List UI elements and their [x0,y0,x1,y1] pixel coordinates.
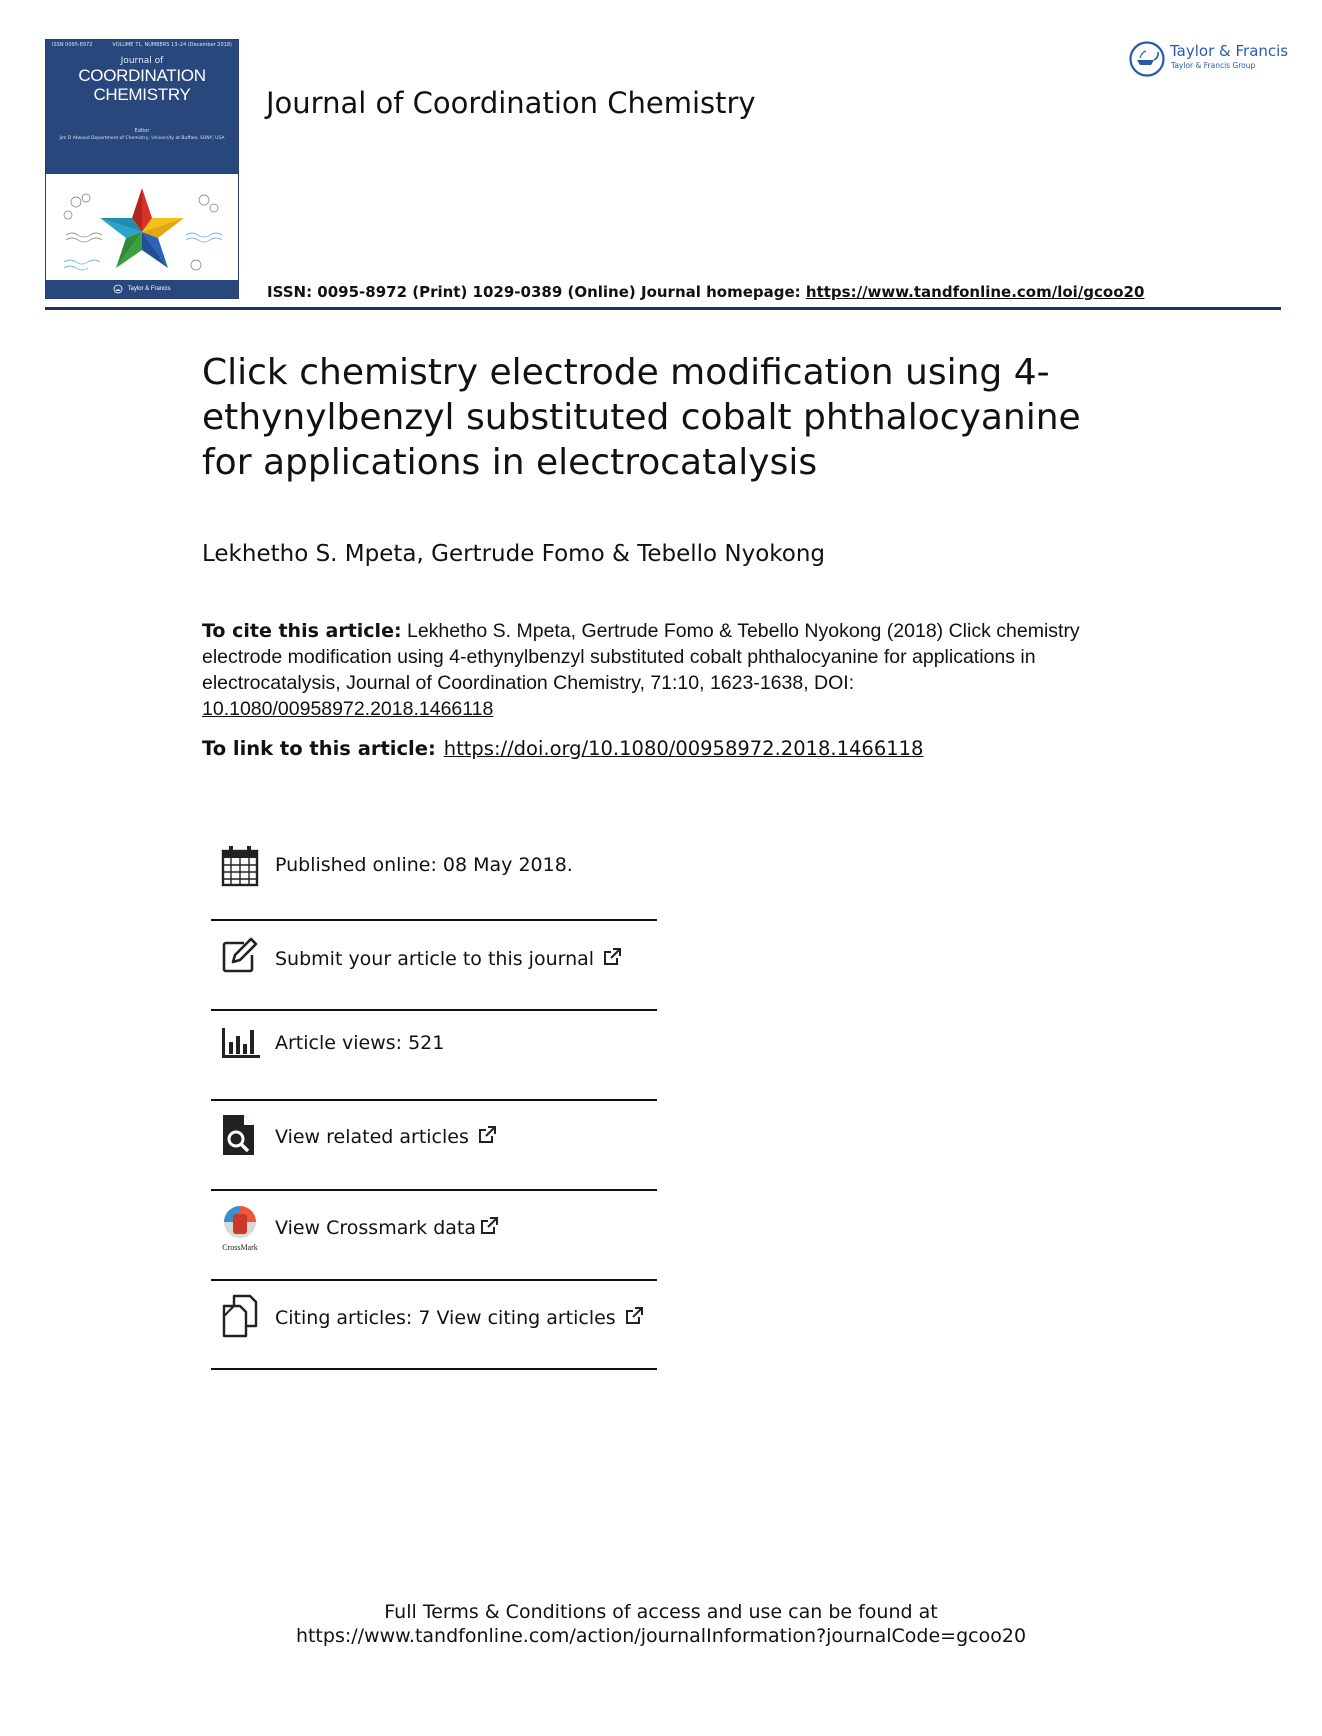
citation-doi-link[interactable]: 10.1080/00958972.2018.1466118 [202,698,494,720]
issn-line [267,283,1144,301]
cover-publisher: Taylor & Francis [127,286,171,292]
article-title-line1: Click chemistry electrode modification using 4- [202,352,1050,393]
article-views-label: Article views: 521 [275,1032,445,1054]
cover-issn: ISSN 0095-8972 [52,42,93,48]
cover-publisher-strip [46,280,238,298]
article-doi-url[interactable]: https://doi.org/10.1080/00958972.2018.1466118 [443,737,924,760]
cover-molecule-left [64,194,102,270]
article-title-line2: ethynylbenzyl substituted cobalt phthalocyanine [202,397,1081,438]
external-link-icon [479,1216,499,1236]
meta-divider [211,919,657,921]
terms-footer [0,1600,1322,1648]
cover-volume: VOLUME 71, NUMBERS 13–24 (December 2018) [112,42,232,48]
cover-editor-label: Editor [134,128,150,134]
external-link-icon [602,947,622,967]
cover-molecule-right [186,195,222,270]
cover-editor-strip [46,124,238,174]
article-title [202,350,1132,485]
publisher-name: Taylor & Francis [1170,42,1289,60]
related-articles-text: View related articles [275,1126,469,1148]
crossmark-row[interactable] [211,1204,657,1264]
published-online-row [211,845,657,905]
crossmark-label[interactable] [275,1216,499,1239]
publisher-group: Taylor & Francis Group [1171,61,1256,70]
published-online-label: Published online: 08 May 2018. [275,854,573,876]
meta-divider [211,1279,657,1281]
cover-tf-icon [113,284,123,294]
meta-divider [211,1368,657,1370]
crossmark-text: View Crossmark data [275,1217,477,1239]
meta-divider [211,1009,657,1011]
submit-article-label[interactable] [275,947,622,970]
journal-title: Journal of Coordination Chemistry [266,86,756,120]
cover-editor-name: Jim D Atwood Department of Chemistry, University at Buffalo, SUNY, USA [59,136,225,141]
issn-text: ISSN: 0095-8972 (Print) 1029-0389 (Online) Journal homepage: [267,283,806,301]
cover-journal-name [46,66,238,104]
citing-articles-row[interactable] [211,1294,657,1354]
article-authors: Lekhetho S. Mpeta, Gertrude Fomo & Tebello Nyokong [202,541,826,567]
citation-lead: To cite this article: [202,620,402,642]
cover-issn-strip [46,42,238,52]
submit-article-row[interactable] [211,935,657,995]
citation-block [202,618,1102,722]
cover-star-artwork [46,180,238,280]
crossmark-logo-text: CrossMark [222,1243,258,1252]
publisher-logo[interactable] [1128,40,1289,78]
article-views-row [211,1022,657,1082]
external-link-icon [624,1306,644,1326]
external-link-icon [477,1125,497,1145]
journal-homepage-link[interactable]: https://www.tandfonline.com/loi/gcoo20 [805,283,1145,301]
crossmark-icon [220,1204,260,1252]
cover-star [100,188,184,268]
document-search-icon [220,1113,260,1157]
cover-name-line2: CHEMISTRY [93,85,191,104]
article-title-line3: for applications in electrocatalysis [202,442,818,483]
submit-article-text: Submit your article to this journal [275,948,595,970]
tf-lamp-icon [1128,40,1166,78]
related-articles-label[interactable] [275,1125,497,1148]
article-link-lead: To link to this article: [202,737,436,760]
journal-cover [45,39,239,299]
footer-terms-url[interactable]: https://www.tandfonline.com/action/journalInformation?journalCode=gcoo20 [295,1625,1027,1647]
citing-articles-label[interactable] [275,1306,644,1329]
copy-documents-icon [220,1294,260,1338]
related-articles-row[interactable] [211,1113,657,1173]
citing-articles-text: Citing articles: 7 View citing articles [275,1307,616,1329]
header-divider [45,307,1281,310]
calendar-icon [220,845,260,889]
meta-divider [211,1099,657,1101]
footer-line1: Full Terms & Conditions of access and use can be found at [384,1601,938,1623]
article-link-line [202,737,923,760]
cover-journal-of: Journal of [120,56,164,66]
meta-divider [211,1189,657,1191]
bar-chart-icon [220,1022,260,1066]
cover-name-line1: COORDINATION [78,66,206,85]
citation-body: Lekhetho S. Mpeta, Gertrude Fomo & Tebello Nyokong (2018) Click chemistry electrode modification using 4-ethynylbenzyl substituted cobalt phthalocyanine for applications in electrocatalysis, Journal of Coordination Chemistry, 71:10, 1623-1638, DOI: [202,620,1080,694]
edit-icon [220,935,260,979]
